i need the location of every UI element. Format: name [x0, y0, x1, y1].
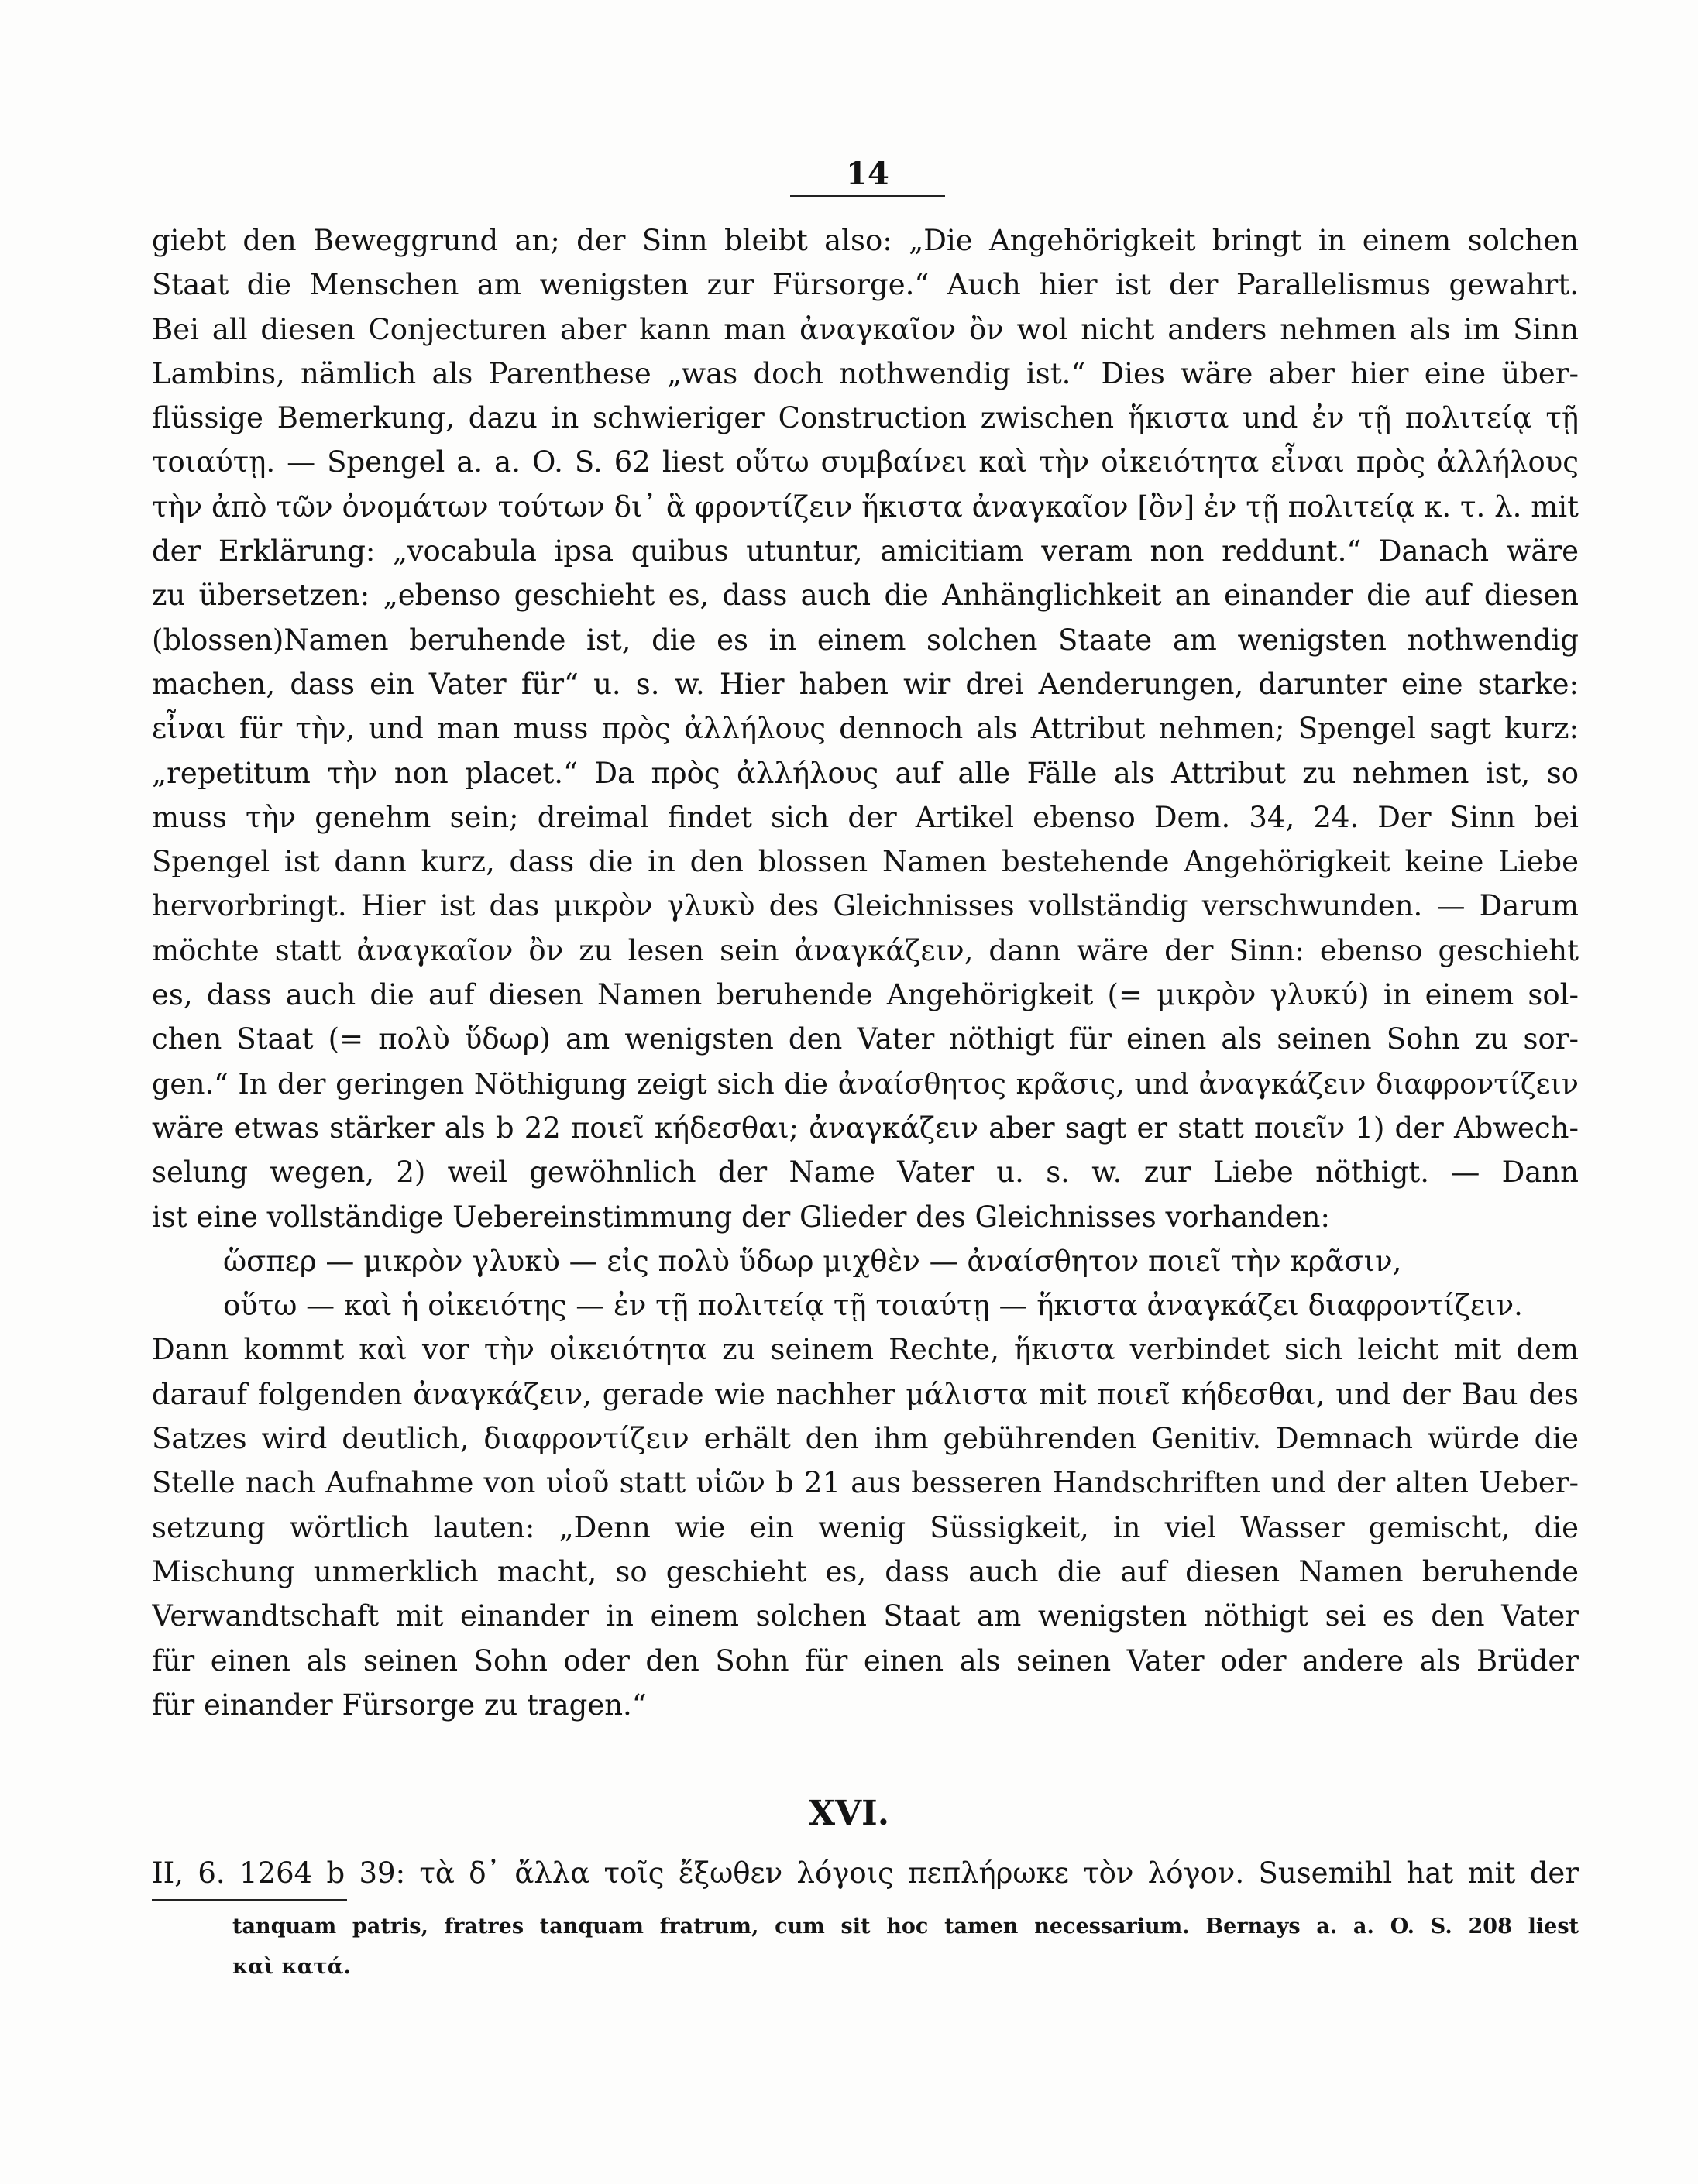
- text-line: Lambins, nämlich als Parenthese „was doch nothwendig ist.“ Dies wäre aber hier eine über-: [152, 356, 1579, 390]
- text-line: gen.“ In der geringen Nöthigung zeigt sich die ἀναίσθητος κρᾶσις, und ἀναγκάζειν διαφροντίζειν: [152, 1066, 1579, 1101]
- text-line: Stelle nach Aufnahme von υἱοῦ statt υἱῶν b 21 aus besseren Handschriften und der alten Ueber-: [152, 1466, 1579, 1500]
- text-line: muss τὴν genehm sein; dreimal findet sich der Artikel ebenso Dem. 34, 24. Der Sinn bei: [152, 800, 1579, 834]
- text-line: Mischung unmerklich macht, so geschieht es, dass auch die auf diesen Namen beruhende: [152, 1554, 1579, 1588]
- footnote-line: καὶ κατά.: [232, 1955, 351, 1979]
- text-line: „repetitum τὴν non placet.“ Da πρὸς ἀλλήλους auf alle Fälle als Attribut zu nehmen ist, so: [152, 756, 1579, 790]
- parallel-line: ὥσπερ — μικρὸν γλυκὺ — εἰς πολὺ ὕδωρ μιχθὲν — ἀναίσθητον ποιεῖ τὴν κρᾶσιν,: [223, 1244, 1402, 1278]
- footnote-line: tanquam patris, fratres tanquam fratrum, cum sit hoc tamen necessarium. Bernays a. a. O. S. 208 liest: [232, 1914, 1579, 1938]
- text-line: für einander Fürsorge zu tragen.“: [152, 1688, 647, 1722]
- text-line: hervorbringt. Hier ist das μικρὸν γλυκὺ des Gleichnisses vollständig verschwunden. — Darum: [152, 889, 1579, 923]
- text-line: ist eine vollständige Uebereinstimmung der Glieder des Gleichnisses vorhanden:: [152, 1200, 1330, 1234]
- text-line: setzung wörtlich lauten: „Denn wie ein wenig Süssigkeit, in viel Wasser gemischt, die: [152, 1510, 1579, 1544]
- text-line: zu übersetzen: „ebenso geschieht es, dass auch die Anhänglichkeit an einander die auf diesen: [152, 579, 1579, 613]
- text-line: Dann kommt καὶ vor τὴν οἰκειότητα zu seinem Rechte, ἥκιστα verbindet sich leicht mit dem: [152, 1333, 1579, 1367]
- text-line: (blossen)Namen beruhende ist, die es in einem solchen Staate am wenigsten nothwendig: [152, 623, 1579, 657]
- text-line: εἶναι für τὴν, und man muss πρὸς ἀλλήλους dennoch als Attribut nehmen; Spengel sagt kurz:: [152, 712, 1579, 746]
- text-line: Bei all diesen Conjecturen aber kann man ἀναγκαῖον ὂν wol nicht anders nehmen als im Sinn: [152, 312, 1579, 346]
- text-line: machen, dass ein Vater für“ u. s. w. Hier haben wir drei Aenderungen, darunter eine starke:: [152, 667, 1579, 701]
- header-rule: [790, 195, 945, 197]
- footnote-rule: [152, 1899, 347, 1901]
- section-heading: XVI.: [808, 1794, 890, 1833]
- text-line: Satzes wird deutlich, διαφροντίζειν erhält den ihm gebührenden Genitiv. Demnach würde die: [152, 1422, 1579, 1456]
- text-line: τὴν ἀπὸ τῶν ὀνομάτων τούτων δι᾽ ἃ φροντίζειν ἥκιστα ἀναγκαῖον [ὂν] ἐν τῇ πολιτείᾳ κ. τ. λ. mit: [152, 489, 1579, 524]
- text-line: wäre etwas stärker als b 22 ποιεῖ κήδεσθαι; ἀναγκάζειν aber sagt er statt ποιεῖν 1) der Abwech-: [152, 1111, 1579, 1145]
- page-number: 14: [846, 156, 889, 192]
- section-first-line: II, 6. 1264 b 39: τὰ δ᾽ ἄλλα τοῖς ἔξωθεν λόγοις πεπλήρωκε τὸν λόγον. Susemihl hat mit der: [152, 1856, 1579, 1890]
- text-line: flüssige Bemerkung, dazu in schwieriger Construction zwischen ἥκιστα und ἐν τῇ πολιτείᾳ τῇ: [152, 401, 1579, 435]
- text-line: der Erklärung: „vocabula ipsa quibus utuntur, amicitiam veram non reddunt.“ Danach wäre: [152, 534, 1579, 568]
- text-line: chen Staat (= πολὺ ὕδωρ) am wenigsten den Vater nöthigt für einen als seinen Sohn zu sor-: [152, 1022, 1579, 1056]
- text-line: für einen als seinen Sohn oder den Sohn für einen als seinen Vater oder andere als Brüder: [152, 1643, 1579, 1677]
- text-line: es, dass auch die auf diesen Namen beruhende Angehörigkeit (= μικρὸν γλυκύ) in einem sol-: [152, 978, 1579, 1012]
- parallel-line: οὕτω — καὶ ἡ οἰκειότης — ἐν τῇ πολιτείᾳ τῇ τοιαύτῃ — ἥκιστα ἀναγκάζει διαφροντίζειν.: [223, 1289, 1523, 1323]
- text-line: Verwandtschaft mit einander in einem solchen Staat am wenigsten nöthigt sei es den Vater: [152, 1599, 1579, 1633]
- main-text: [152, 218, 1579, 1727]
- text-line: Spengel ist dann kurz, dass die in den blossen Namen bestehende Angehörigkeit keine Liebe: [152, 845, 1579, 879]
- text-line: Staat die Menschen am wenigsten zur Fürsorge.“ Auch hier ist der Parallelismus gewahrt.: [152, 268, 1579, 302]
- text-line: τοιαύτῃ. — Spengel a. a. O. S. 62 liest οὕτω συμβαίνει καὶ τὴν οἰκειότητα εἶναι πρὸς ἀλλήλους: [152, 445, 1579, 479]
- text-line: selung wegen, 2) weil gewöhnlich der Name Vater u. s. w. zur Liebe nöthigt. — Dann: [152, 1156, 1579, 1190]
- text-line: möchte statt ἀναγκαῖον ὂν zu lesen sein ἀναγκάζειν, dann wäre der Sinn: ebenso geschieht: [152, 933, 1579, 967]
- footnotes: [232, 1907, 1579, 1987]
- text-line: darauf folgenden ἀναγκάζειν, gerade wie nachher μάλιστα mit ποιεῖ κήδεσθαι, und der Bau des: [152, 1377, 1579, 1411]
- text-line: giebt den Beweggrund an; der Sinn bleibt also: „Die Angehörigkeit bringt in einem solchen: [152, 224, 1579, 257]
